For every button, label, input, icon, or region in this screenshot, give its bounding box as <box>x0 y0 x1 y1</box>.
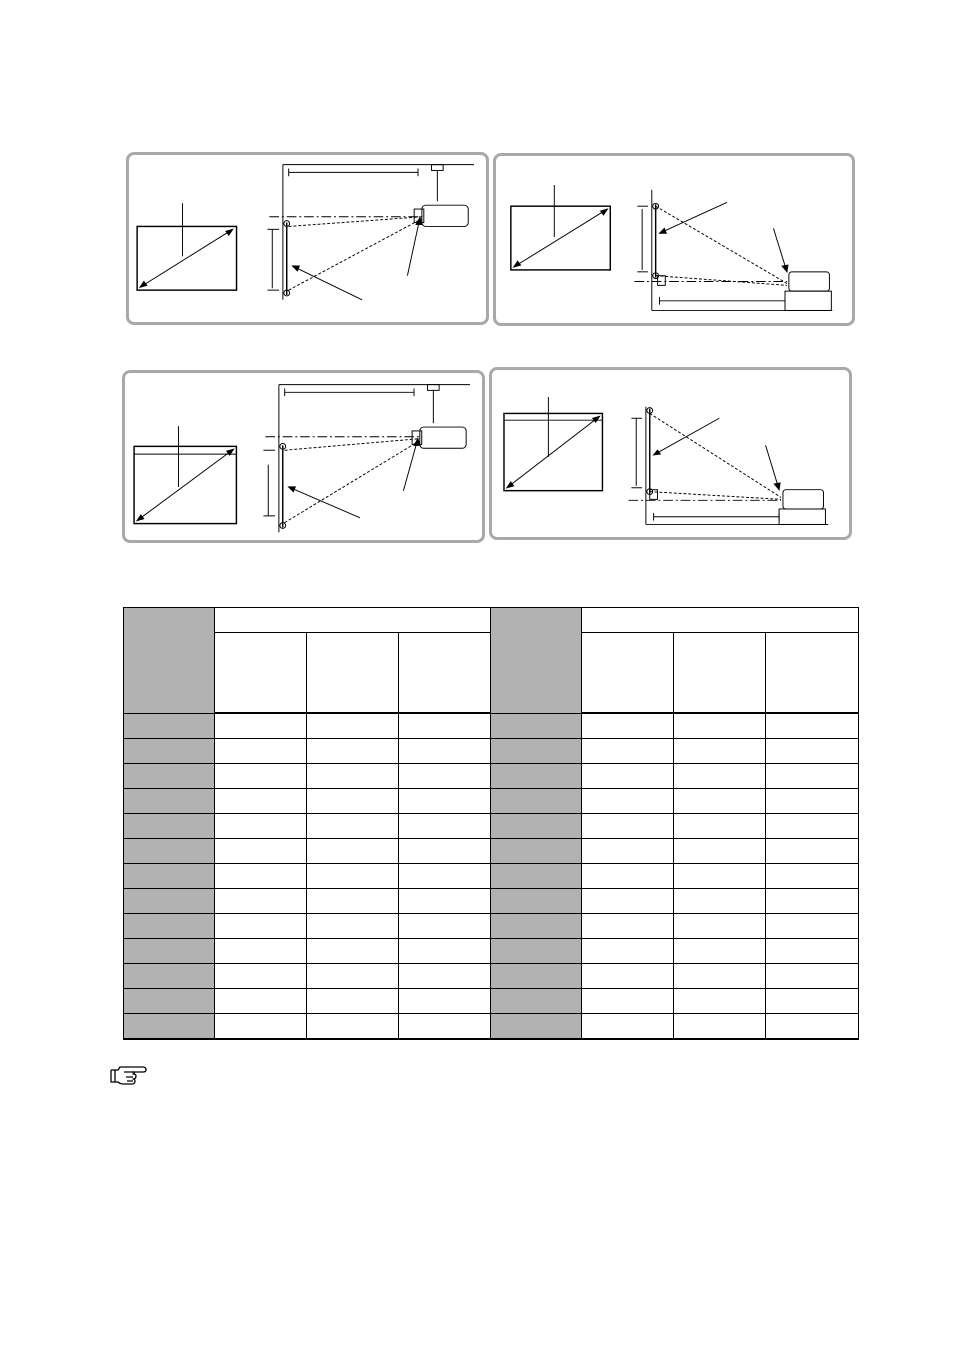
value-cell <box>215 839 307 864</box>
value-cell <box>582 989 674 1014</box>
value-cell <box>766 839 859 864</box>
size-cell <box>491 839 582 864</box>
size-cell <box>124 739 215 764</box>
value-cell <box>582 914 674 939</box>
size-cell <box>124 1014 215 1040</box>
diagram-floor-mount-16x9-drawing <box>492 370 849 537</box>
table-row <box>124 1014 859 1040</box>
value-cell <box>582 739 674 764</box>
size-cell <box>491 1014 582 1040</box>
right-size-header-cell <box>491 608 582 714</box>
size-cell <box>491 764 582 789</box>
value-cell <box>674 1014 766 1040</box>
value-cell <box>215 764 307 789</box>
table-row <box>124 964 859 989</box>
value-cell <box>215 989 307 1014</box>
value-cell <box>399 889 491 914</box>
value-cell <box>307 764 399 789</box>
value-cell <box>582 713 674 739</box>
size-cell <box>124 789 215 814</box>
value-cell <box>766 939 859 964</box>
value-cell <box>307 939 399 964</box>
value-cell <box>766 739 859 764</box>
value-cell <box>674 914 766 939</box>
value-cell <box>307 864 399 889</box>
value-cell <box>766 989 859 1014</box>
size-cell <box>124 914 215 939</box>
value-cell <box>674 814 766 839</box>
value-cell <box>215 814 307 839</box>
value-cell <box>674 789 766 814</box>
value-cell <box>307 839 399 864</box>
value-cell <box>766 789 859 814</box>
diagram-floor-mount-4x3 <box>493 153 855 326</box>
right-subheader-cell <box>582 633 674 714</box>
value-cell <box>215 914 307 939</box>
size-cell <box>491 914 582 939</box>
value-cell <box>582 814 674 839</box>
diagram-ceiling-mount-16x9-drawing <box>125 373 482 540</box>
value-cell <box>674 739 766 764</box>
left-subheader-cell <box>215 633 307 714</box>
value-cell <box>215 864 307 889</box>
value-cell <box>766 1014 859 1040</box>
value-cell <box>399 739 491 764</box>
size-cell <box>491 814 582 839</box>
table-body <box>124 713 859 1039</box>
value-cell <box>307 739 399 764</box>
value-cell <box>399 789 491 814</box>
size-cell <box>124 713 215 739</box>
pointing-hand-icon <box>108 1062 148 1086</box>
value-cell <box>215 713 307 739</box>
diagram-ceiling-mount-4x3-drawing <box>129 155 486 322</box>
size-cell <box>491 889 582 914</box>
table-row <box>124 864 859 889</box>
value-cell <box>307 914 399 939</box>
value-cell <box>307 964 399 989</box>
value-cell <box>399 914 491 939</box>
size-cell <box>124 989 215 1014</box>
value-cell <box>215 739 307 764</box>
table-row <box>124 713 859 739</box>
value-cell <box>674 713 766 739</box>
right-subheader-cell <box>766 633 859 714</box>
value-cell <box>582 939 674 964</box>
size-cell <box>124 864 215 889</box>
value-cell <box>766 764 859 789</box>
value-cell <box>307 789 399 814</box>
value-cell <box>582 964 674 989</box>
value-cell <box>399 1014 491 1040</box>
size-cell <box>124 964 215 989</box>
value-cell <box>766 814 859 839</box>
size-cell <box>491 713 582 739</box>
value-cell <box>674 964 766 989</box>
size-cell <box>491 964 582 989</box>
table-row <box>124 889 859 914</box>
value-cell <box>582 864 674 889</box>
value-cell <box>582 789 674 814</box>
left-subheader-cell <box>307 633 399 714</box>
value-cell <box>215 939 307 964</box>
value-cell <box>399 764 491 789</box>
table-row <box>124 739 859 764</box>
value-cell <box>674 864 766 889</box>
value-cell <box>399 713 491 739</box>
value-cell <box>307 1014 399 1040</box>
value-cell <box>582 764 674 789</box>
table-row <box>124 789 859 814</box>
value-cell <box>399 814 491 839</box>
value-cell <box>215 889 307 914</box>
table-row <box>124 914 859 939</box>
size-cell <box>491 739 582 764</box>
value-cell <box>399 989 491 1014</box>
value-cell <box>766 713 859 739</box>
value-cell <box>674 839 766 864</box>
value-cell <box>766 864 859 889</box>
size-cell <box>124 764 215 789</box>
diagram-ceiling-mount-16x9 <box>122 370 485 543</box>
diagram-ceiling-mount-4x3 <box>126 152 489 325</box>
value-cell <box>674 989 766 1014</box>
value-cell <box>399 864 491 889</box>
value-cell <box>307 989 399 1014</box>
spec-table-grid <box>123 607 859 1040</box>
table-row <box>124 764 859 789</box>
left-group-header-cell <box>215 608 491 633</box>
value-cell <box>582 1014 674 1040</box>
diagram-floor-mount-4x3-drawing <box>496 156 852 323</box>
left-subheader-cell <box>399 633 491 714</box>
size-cell <box>491 864 582 889</box>
value-cell <box>307 814 399 839</box>
value-cell <box>399 939 491 964</box>
table-row <box>124 839 859 864</box>
table-row <box>124 814 859 839</box>
value-cell <box>766 964 859 989</box>
right-subheader-cell <box>674 633 766 714</box>
table-row <box>124 989 859 1014</box>
value-cell <box>766 889 859 914</box>
size-cell <box>491 789 582 814</box>
left-size-header-cell <box>124 608 215 714</box>
table-row <box>124 939 859 964</box>
value-cell <box>582 889 674 914</box>
diagram-floor-mount-16x9 <box>489 367 852 540</box>
size-cell <box>124 889 215 914</box>
value-cell <box>766 914 859 939</box>
size-cell <box>491 939 582 964</box>
value-cell <box>215 964 307 989</box>
value-cell <box>215 789 307 814</box>
value-cell <box>674 764 766 789</box>
table-header-row-1 <box>124 608 859 633</box>
size-cell <box>124 839 215 864</box>
value-cell <box>307 889 399 914</box>
value-cell <box>399 839 491 864</box>
value-cell <box>674 939 766 964</box>
size-cell <box>124 814 215 839</box>
value-cell <box>674 889 766 914</box>
size-cell <box>491 989 582 1014</box>
size-cell <box>124 939 215 964</box>
right-group-header-cell <box>582 608 859 633</box>
value-cell <box>307 713 399 739</box>
value-cell <box>215 1014 307 1040</box>
value-cell <box>582 839 674 864</box>
projection-size-table <box>123 607 858 1040</box>
value-cell <box>399 964 491 989</box>
